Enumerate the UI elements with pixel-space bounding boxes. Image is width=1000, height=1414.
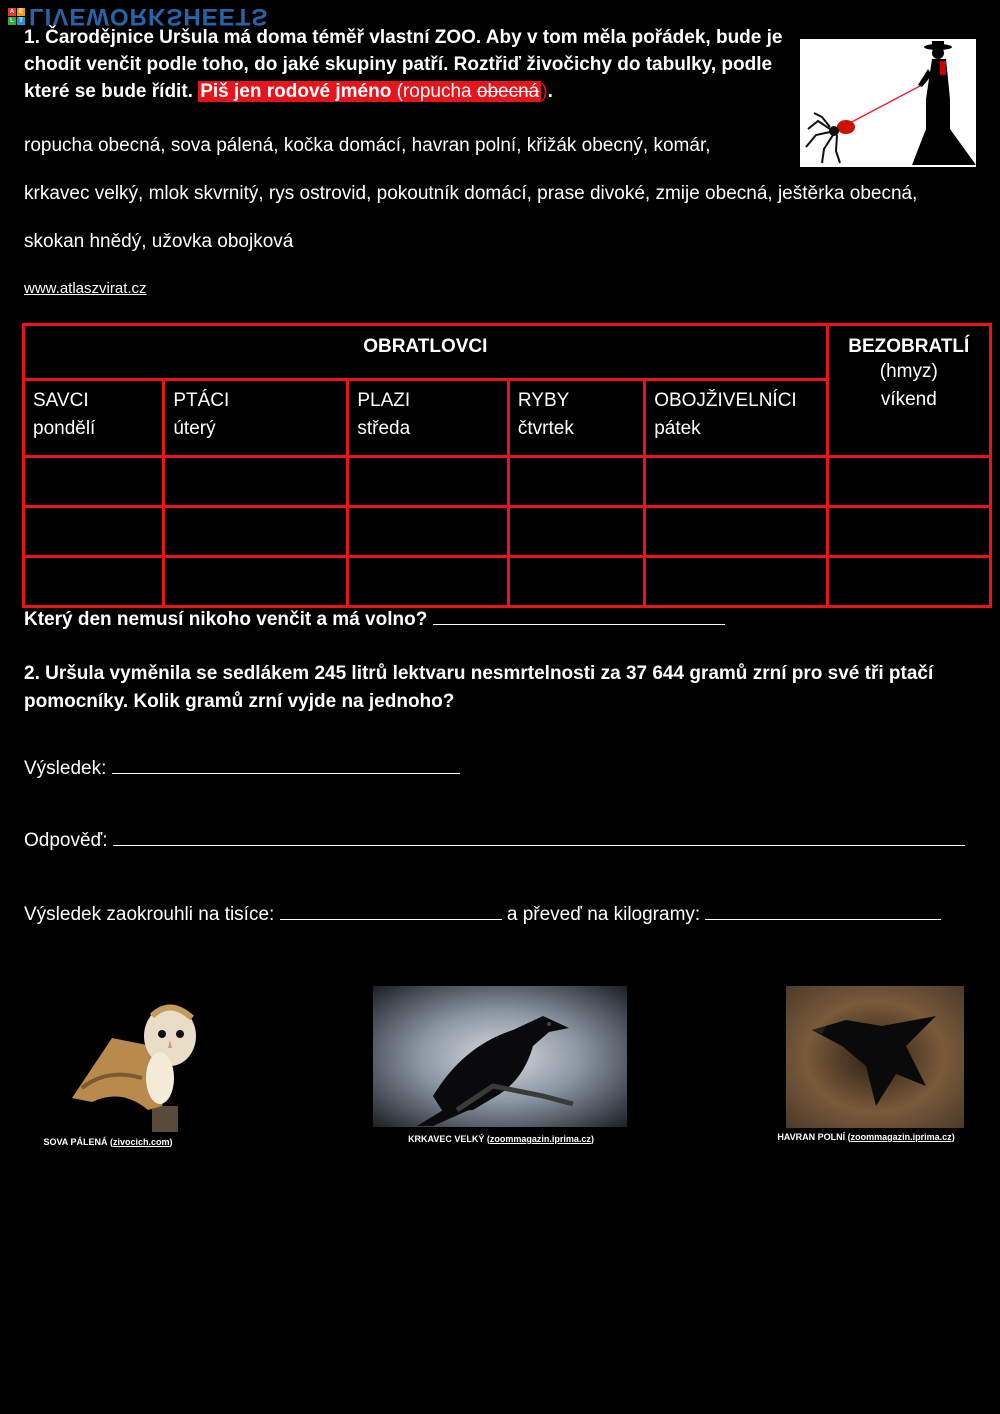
column-fish	[508, 380, 644, 457]
answer-cell[interactable]	[348, 457, 509, 507]
caption-text: HAVRAN POLNÍ (	[777, 1132, 851, 1142]
column-day: čtvrtek	[517, 418, 574, 439]
question-1-end: .	[547, 81, 553, 102]
header-vertebrates: OBRATLOVCI	[24, 325, 828, 380]
answer-cell[interactable]	[827, 507, 990, 557]
caption-text: KRKAVEC VELKÝ (	[408, 1134, 490, 1144]
classification-table	[22, 323, 992, 608]
column-day: středa	[357, 418, 411, 439]
example-strike: obecná	[476, 81, 540, 102]
column-day: pátek	[654, 418, 701, 439]
raven-photo	[373, 986, 627, 1127]
result-label: Výsledek:	[24, 758, 112, 779]
question-1	[24, 24, 784, 105]
rook-photo	[786, 986, 964, 1128]
caption-close: )	[951, 1132, 955, 1142]
animals-line-1: ropucha obecná, sova pálená, kočka domácí, havran polní, křižák obecný, komár,	[24, 135, 711, 156]
result-blank[interactable]	[112, 755, 460, 774]
answer-cell[interactable]	[827, 457, 990, 507]
column-day: úterý	[173, 418, 216, 439]
caption-text: SOVA PÁLENÁ (	[43, 1137, 113, 1147]
invertebrates-title: BEZOBRATLÍ	[848, 336, 970, 357]
answer-cell[interactable]	[645, 507, 827, 557]
logo-letter: L	[8, 17, 16, 25]
answer-cell[interactable]	[645, 457, 827, 507]
answer-cell[interactable]	[348, 557, 509, 607]
answer-cell[interactable]	[24, 507, 164, 557]
logo-letter: T	[17, 17, 25, 25]
table-row	[24, 557, 991, 607]
answer-blank[interactable]	[113, 827, 965, 846]
column-day: pondělí	[33, 418, 96, 439]
answer-cell[interactable]	[24, 557, 164, 607]
column-mammals	[24, 380, 164, 457]
answer-cell[interactable]	[645, 557, 827, 607]
question-1-text: 1. Čarodějnice Uršula má doma téměř vlastní ZOO. Aby v tom měla pořádek, bude je chodit venčit podle toho, do jaké skupiny patří. Roztřiď živočichy do tabulky, podle které se bude řídit.	[24, 27, 783, 102]
invertebrates-day: víkend	[880, 389, 937, 410]
highlight-text: Piš jen rodové jméno	[200, 81, 392, 102]
caption-source-link[interactable]: zoommagazin.iprima.cz	[489, 1134, 591, 1144]
answer-cell[interactable]	[827, 557, 990, 607]
free-day-question-text: Který den nemusí nikoho venčit a má volno?	[24, 609, 433, 630]
source-link[interactable]: www.atlaszvirat.cz	[24, 280, 147, 297]
answer-cell[interactable]	[508, 457, 644, 507]
convert-label: a převeď na kilogramy:	[501, 904, 706, 925]
answer-cell[interactable]	[348, 507, 509, 557]
column-reptiles	[348, 380, 509, 457]
caption-source-link[interactable]: zoommagazin.iprima.cz	[850, 1132, 952, 1142]
answer-line	[24, 827, 965, 852]
animals-line-3: skokan hnědý, užovka obojková	[24, 231, 294, 252]
answer-cell[interactable]	[508, 507, 644, 557]
barn-owl-caption	[28, 1137, 188, 1147]
logo-letter: A	[9, 8, 15, 15]
logo-letter: E	[18, 8, 23, 15]
result-line	[24, 755, 460, 780]
column-name: PLAZI	[357, 390, 411, 411]
column-birds	[164, 380, 348, 457]
caption-close: )	[590, 1134, 594, 1144]
column-name: PTÁCI	[173, 390, 230, 411]
column-name: SAVCI	[33, 390, 89, 411]
column-name: RYBY	[517, 390, 570, 411]
invertebrates-sub: (hmyz)	[879, 361, 938, 382]
round-line	[24, 901, 941, 926]
table-row	[24, 507, 991, 557]
example-close: )	[541, 81, 548, 102]
free-day-answer-blank[interactable]	[433, 606, 725, 625]
answer-cell[interactable]	[508, 557, 644, 607]
highlight-instruction	[198, 81, 541, 102]
example-open: (ropucha	[391, 81, 477, 102]
round-label: Výsledek zaokrouhli na tisíce:	[24, 904, 280, 925]
column-amphibians	[645, 380, 827, 457]
rook-caption	[760, 1132, 972, 1142]
answer-cell[interactable]	[24, 457, 164, 507]
free-day-question	[24, 606, 725, 631]
answer-cell[interactable]	[164, 557, 348, 607]
raven-caption	[376, 1134, 626, 1144]
convert-blank[interactable]	[705, 901, 941, 920]
logo-text: LIVEWORKSHEETS	[29, 3, 269, 30]
answer-cell[interactable]	[164, 457, 348, 507]
animals-line-2: krkavec velký, mlok skvrnitý, rys ostrovid, pokoutník domácí, prase divoké, zmije obecná, ještěrka obecná,	[24, 183, 918, 204]
table-row	[24, 457, 991, 507]
witch-spider-image	[800, 39, 976, 167]
answer-label: Odpověď:	[24, 830, 113, 851]
column-name: OBOJŽIVELNÍCI	[654, 390, 797, 411]
round-blank[interactable]	[280, 901, 502, 920]
logo-grid-icon	[8, 8, 25, 25]
caption-close: )	[169, 1137, 173, 1147]
header-invertebrates	[827, 325, 990, 457]
answer-cell[interactable]	[164, 507, 348, 557]
barn-owl-photo	[52, 998, 200, 1132]
question-2: 2. Uršula vyměnila se sedlákem 245 litrů lektvaru nesmrtelnosti za 37 644 gramů zrní pro své tři ptačí pomocníky. Kolik gramů zrní vyjde na jednoho?	[24, 663, 934, 712]
caption-source-link[interactable]: zivocich.com	[112, 1137, 170, 1147]
